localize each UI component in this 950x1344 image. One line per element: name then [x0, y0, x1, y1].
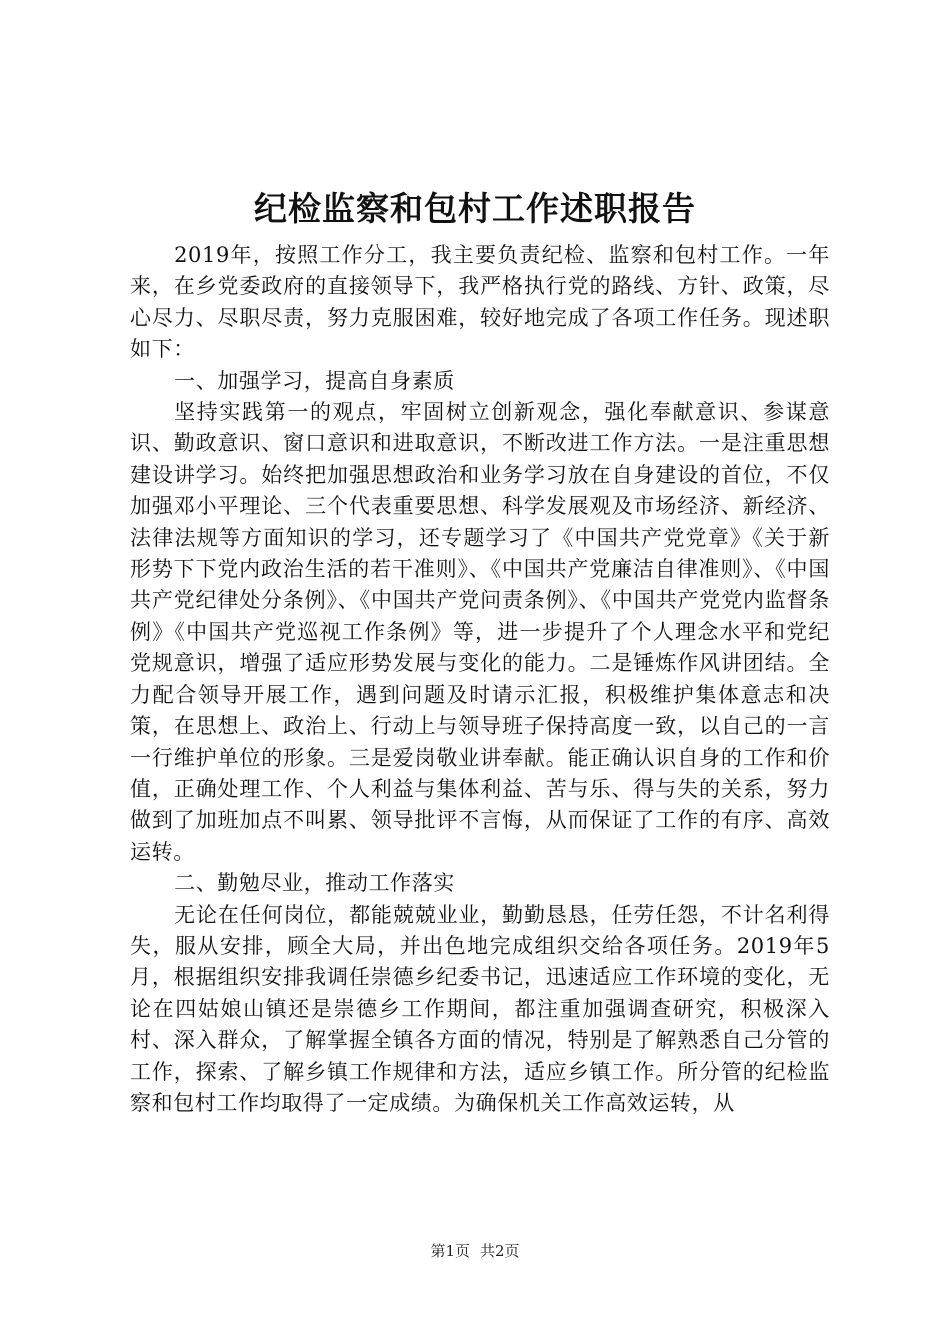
section-heading-2: 二、勤勉尽业，推动工作落实	[174, 871, 455, 896]
document-body	[130, 240, 830, 1119]
section-paragraph-1: 坚持实践第一的观点，牢固树立创新观念，强化奉献意识、参谋意识、勤政意识、窗口意识和进取意识，不断改进工作方法。一是注重思想建设讲学习。始终把加强思想政治和业务学习放在自身建设的首位，不仅加强邓小平理论、三个代表重要思想、科学发展观及市场经济、新经济、法律法规等方面知识的学习，还专题学习了《中国共产党党章》《关于新形势下下党内政治生活的若干准则》、《中国共产党廉洁自律准则》、《中国共产党纪律处分条例》、《中国共产党问责条例》、《中国共产党党内监督条例》《中国共产党巡视工作条例》等，进一步提升了个人理念水平和党纪党规意识，增强了适应形势发展与变化的能力。二是锤炼作风讲团结。全力配合领导开展工作，遇到问题及时请示汇报，积极维护集体意志和决策，在思想上、政治上、行动上与领导班子保持高度一致，以自己的一言一行维护单位的形象。三是爱岗敬业讲奉献。能正确认识自身的工作和价值，正确处理工作、个人利益与集体利益、苦与乐、得与失的关系，努力做到了加班加点不叫累、领导批评不言悔，从而保证了工作的有序、高效运转。	[130, 400, 830, 864]
total-pages: 共2页	[480, 1242, 520, 1260]
section-heading-1: 一、加强学习，提高自身素质	[174, 368, 455, 393]
page-footer	[0, 1241, 950, 1261]
page-number: 第1页	[430, 1242, 470, 1260]
section-paragraph-2: 无论在任何岗位，都能兢兢业业，勤勤恳恳，任劳任怨，不计名利得失，服从安排，顾全大局，并出色地完成组织交给各项任务。2019年5月，根据组织安排我调任崇德乡纪委书记，迅速适应工作环境的变化，无论在四姑娘山镇还是崇德乡工作期间，都注重加强调查研究，积极深入村、深入群众，了解掌握全镇各方面的情况，特别是了解熟悉自己分管的工作，探索、了解乡镇工作规律和方法，适应乡镇工作。所分管的纪检监察和包村工作均取得了一定成绩。为确保机关工作高效运转，从	[130, 902, 830, 1115]
intro-paragraph: 2019年，按照工作分工，我主要负责纪检、监察和包村工作。一年来，在乡党委政府的直接领导下，我严格执行党的路线、方针、政策，尽心尽力、尽职尽责，努力克服困难，较好地完成了各项工作任务。现述职如下：	[130, 243, 830, 362]
document-title: 纪检监察和包村工作述职报告	[254, 189, 696, 228]
